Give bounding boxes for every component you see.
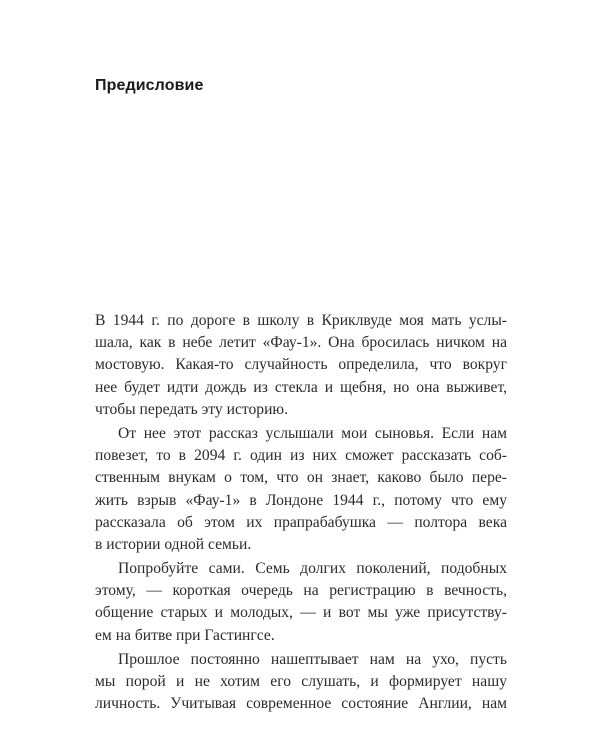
- text-line: нее будет идти дождь из стекла и щебня, но она выживет,: [95, 378, 507, 396]
- text-line: Прошлое постоянно нашептывает нам на ухо, пусть: [118, 650, 507, 668]
- text-line: рассказала об этом их прапрабабушка — полтора века: [95, 513, 507, 531]
- text-line: В 1944 г. по дороге в школу в Криклвуде моя мать услы-: [95, 312, 507, 329]
- chapter-heading: Предисловие: [95, 77, 204, 94]
- text-line: От нее этот рассказ услышали мои сыновья. Если нам: [118, 424, 507, 442]
- text-line: мы порой и не хотим его слушать, и формирует нашу: [95, 673, 507, 690]
- text-line: в истории одной семьи.: [95, 535, 252, 553]
- text-line: повезет, то в 2094 г. один из них сможет рассказать соб-: [95, 447, 507, 465]
- text-line: шала, как в небе летит «Фау-1». Она бросилась ничком на: [95, 334, 507, 352]
- text-line: мостовую. Какая-то случайность определила, что вокруг: [95, 356, 507, 374]
- paragraph-4: [95, 649, 507, 716]
- paragraph-2: [95, 423, 507, 556]
- text-line: этому, — короткая очередь на регистрацию в вечность,: [95, 582, 507, 600]
- text-line: общение старых и молодых, — и вот мы уже присутству-: [95, 604, 507, 622]
- paragraph-3: [95, 558, 507, 647]
- text-line: ственным внукам о том, что он знает, каково было пере-: [95, 469, 507, 487]
- text-line: личность. Учитывая современное состояние Англии, нам: [95, 695, 507, 713]
- text-line: ем на битве при Гастингсе.: [95, 626, 275, 644]
- text-line: Попробуйте сами. Семь долгих поколений, подобных: [118, 560, 507, 578]
- chapter-body: [95, 310, 507, 715]
- text-line: чтобы передать эту историю.: [95, 400, 288, 418]
- paragraph-1: [95, 310, 507, 421]
- text-line: жить взрыв «Фау-1» в Лондоне 1944 г., потому что ему: [95, 491, 507, 509]
